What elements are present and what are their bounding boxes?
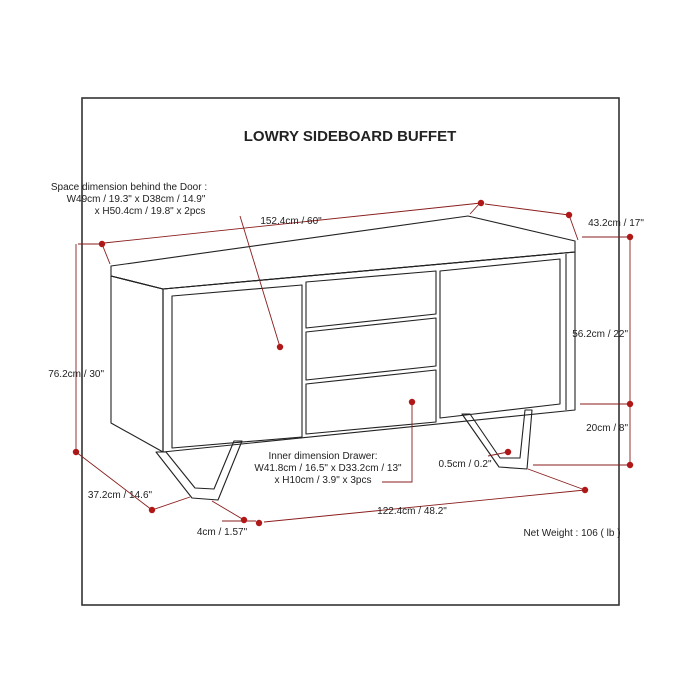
depth-dimension-line	[485, 204, 569, 215]
drawer-3	[306, 370, 436, 434]
drawer-note-line-1: Inner dimension Drawer:	[268, 451, 378, 462]
leg-depth-line	[76, 452, 152, 510]
leg-width-label: 4cm / 1.57"	[196, 527, 248, 538]
body-height-label: 56.2cm / 22"	[572, 329, 628, 340]
leg-thickness-point	[505, 449, 511, 455]
dimension-lines	[48, 200, 644, 538]
sideboard-top	[111, 216, 575, 289]
drawer-note-line-3: x H10cm / 3.9" x 3pcs	[274, 475, 372, 486]
door-space-note	[51, 182, 207, 217]
drawer-note-line-2: W41.8cm / 16.5" x D33.2cm / 13"	[254, 463, 402, 474]
leg-span-extension	[528, 469, 585, 490]
leg-span-label: 122.4cm / 48.2"	[377, 506, 447, 517]
leg-depth-extension	[152, 497, 190, 510]
leg-width-point-right	[256, 520, 262, 526]
depth-point	[566, 212, 572, 218]
door-note-point	[277, 344, 283, 350]
leg-depth-point	[149, 507, 155, 513]
leg-width-extension-left	[212, 501, 244, 520]
drawer-inner-note	[254, 451, 402, 486]
leg-height-label: 20cm / 8"	[586, 423, 628, 434]
drawer-2	[306, 318, 436, 380]
net-weight-label: Net Weight : 106 ( lb )	[523, 528, 621, 539]
door-note-line-1: Space dimension behind the Door :	[50, 182, 208, 193]
width-point-right	[478, 200, 484, 206]
leg-width-point-left	[241, 517, 247, 523]
drawer-note-point	[409, 399, 415, 405]
door-note-line-2: W49cm / 19.3" x D38cm / 14.9"	[66, 194, 206, 205]
door-note-line-3: x H50.4cm / 19.8" x 2pcs	[94, 206, 206, 217]
depth-extension	[569, 215, 578, 240]
leg-thickness-label: 0.5cm / 0.2"	[438, 459, 492, 470]
left-leg	[156, 441, 242, 500]
total-height-label: 76.2cm / 30"	[48, 369, 104, 380]
leg-span-point	[582, 487, 588, 493]
body-height-point-top	[627, 234, 633, 240]
left-side-panel	[111, 276, 163, 452]
depth-label: 43.2cm / 17"	[588, 218, 644, 229]
leg-depth-label: 37.2cm / 14.6"	[87, 490, 153, 501]
diagram-title: LOWRY SIDEBOARD BUFFET	[243, 128, 457, 145]
width-extension-left	[102, 244, 110, 264]
left-door	[172, 285, 302, 448]
body-height-point-bottom	[627, 401, 633, 407]
leg-height-point	[627, 462, 633, 468]
front-body	[163, 252, 575, 452]
width-label: 152.4cm / 60"	[260, 216, 322, 227]
right-door	[440, 259, 560, 418]
drawer-1	[306, 271, 436, 328]
